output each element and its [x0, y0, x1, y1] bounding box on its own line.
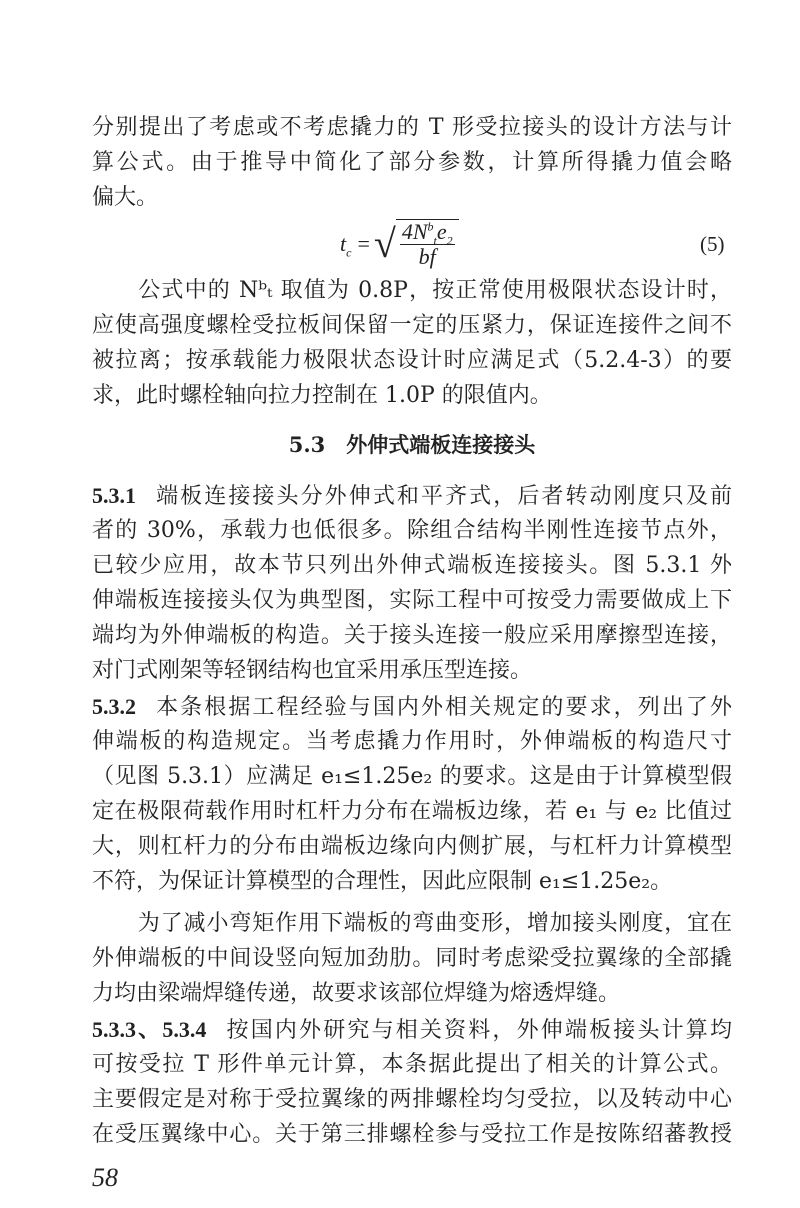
text-line: 偏大。 [92, 185, 159, 210]
text-line: 大，则杠杆力的分布由端板边缘向内侧扩展，与杠杆力计算模型 [92, 834, 732, 859]
clause-number: 5.3.3、5.3.4 [92, 1017, 207, 1042]
text-line: 可按受拉 T 形件单元计算，本条据此提出了相关的计算公式。 [92, 1052, 732, 1077]
text-line: 应使高强度螺栓受拉板间保留一定的压紧力，保证连接件之间不 [92, 313, 732, 338]
formula-denominator: bf [418, 244, 436, 269]
radical-sign: √ [373, 221, 396, 266]
text-line: 对门式刚架等轻钢结构也宜采用承压型连接。 [92, 658, 533, 683]
text-line: 外伸端板的中间设竖向短加劲肋。同时考虑梁受拉翼缘的全部撬 [92, 946, 732, 971]
text-line: 公式中的 Nᵇₜ 取值为 0.8P，按正常使用极限状态设计时， [92, 278, 732, 303]
formula-equals: = [357, 231, 370, 256]
clause-number: 5.3.1 [92, 483, 136, 508]
formula-sqrt [374, 216, 459, 272]
clause-number: 5.3.2 [92, 694, 136, 719]
formula-lhs: $t_c$ [340, 231, 352, 260]
clause-first-line: 5.3.2 本条根据工程经验与国内外相关规定的要求，列出了外 [92, 694, 732, 720]
clause-first-line: 5.3.3、5.3.4 按国内外研究与相关资料，外伸端板接头计算均 [92, 1017, 732, 1043]
text-line: 被拉离；按承载能力极限状态设计时应满足式（5.2.4-3）的要 [92, 348, 732, 373]
text-line: 为了减小弯矩作用下端板的弯曲变形，增加接头刚度，宜在 [92, 911, 732, 936]
formula [340, 216, 459, 272]
text-line: 在受压翼缘中心。关于第三排螺栓参与受拉工作是按陈绍蕃教授 [92, 1122, 732, 1147]
text-line: （见图 5.3.1）应满足 e₁≤1.25e₂ 的要求。这是由于计算模型假 [92, 764, 732, 789]
text-line: 求，此时螺栓轴向拉力控制在 1.0P 的限值内。 [92, 383, 552, 408]
equation-number: (5) [700, 232, 725, 256]
text-line: 端均为外伸端板的构造。关于接头连接一般应采用摩擦型连接， [92, 623, 732, 648]
text-line: 分别提出了考虑或不考虑撬力的 T 形受拉接头的设计方法与计 [92, 115, 732, 140]
text-line: 伸端板连接接头仅为典型图，实际工程中可按受力需要做成上下 [92, 588, 732, 613]
text-line: 力均由梁端焊缝传递，故要求该部位焊缝为熔透焊缝。 [92, 981, 621, 1006]
text-line: 主要假定是对称于受拉翼缘的两排螺栓均匀受拉，以及转动中心 [92, 1087, 732, 1112]
clause-first-line: 5.3.1 端板连接接头分外伸式和平齐式，后者转动刚度只及前 [92, 483, 732, 509]
formula-fraction [396, 219, 459, 269]
section-heading: 5.3 外伸式端板连接接头 [288, 432, 536, 457]
text-line: 不符，为保证计算模型的合理性，因此应限制 e₁≤1.25e₂。 [92, 869, 673, 894]
text-line: 者的 30%，承载力也低很多。除组合结构半刚性连接节点外， [92, 518, 732, 543]
text-line: 定在极限荷载作用时杠杆力分布在端板边缘，若 e₁ 与 e₂ 比值过 [92, 799, 732, 824]
text-line: 算公式。由于推导中简化了部分参数，计算所得撬力值会略 [92, 150, 732, 175]
text-line: 已较少应用，故本节只列出外伸式端板连接接头。图 5.3.1 外 [92, 553, 732, 578]
formula-numerator: $4N^b_te_2$ [401, 219, 453, 248]
page-number: 58 [92, 1163, 118, 1192]
text-line: 伸端板的构造规定。当考虑撬力作用时，外伸端板的构造尺寸 [92, 729, 732, 754]
